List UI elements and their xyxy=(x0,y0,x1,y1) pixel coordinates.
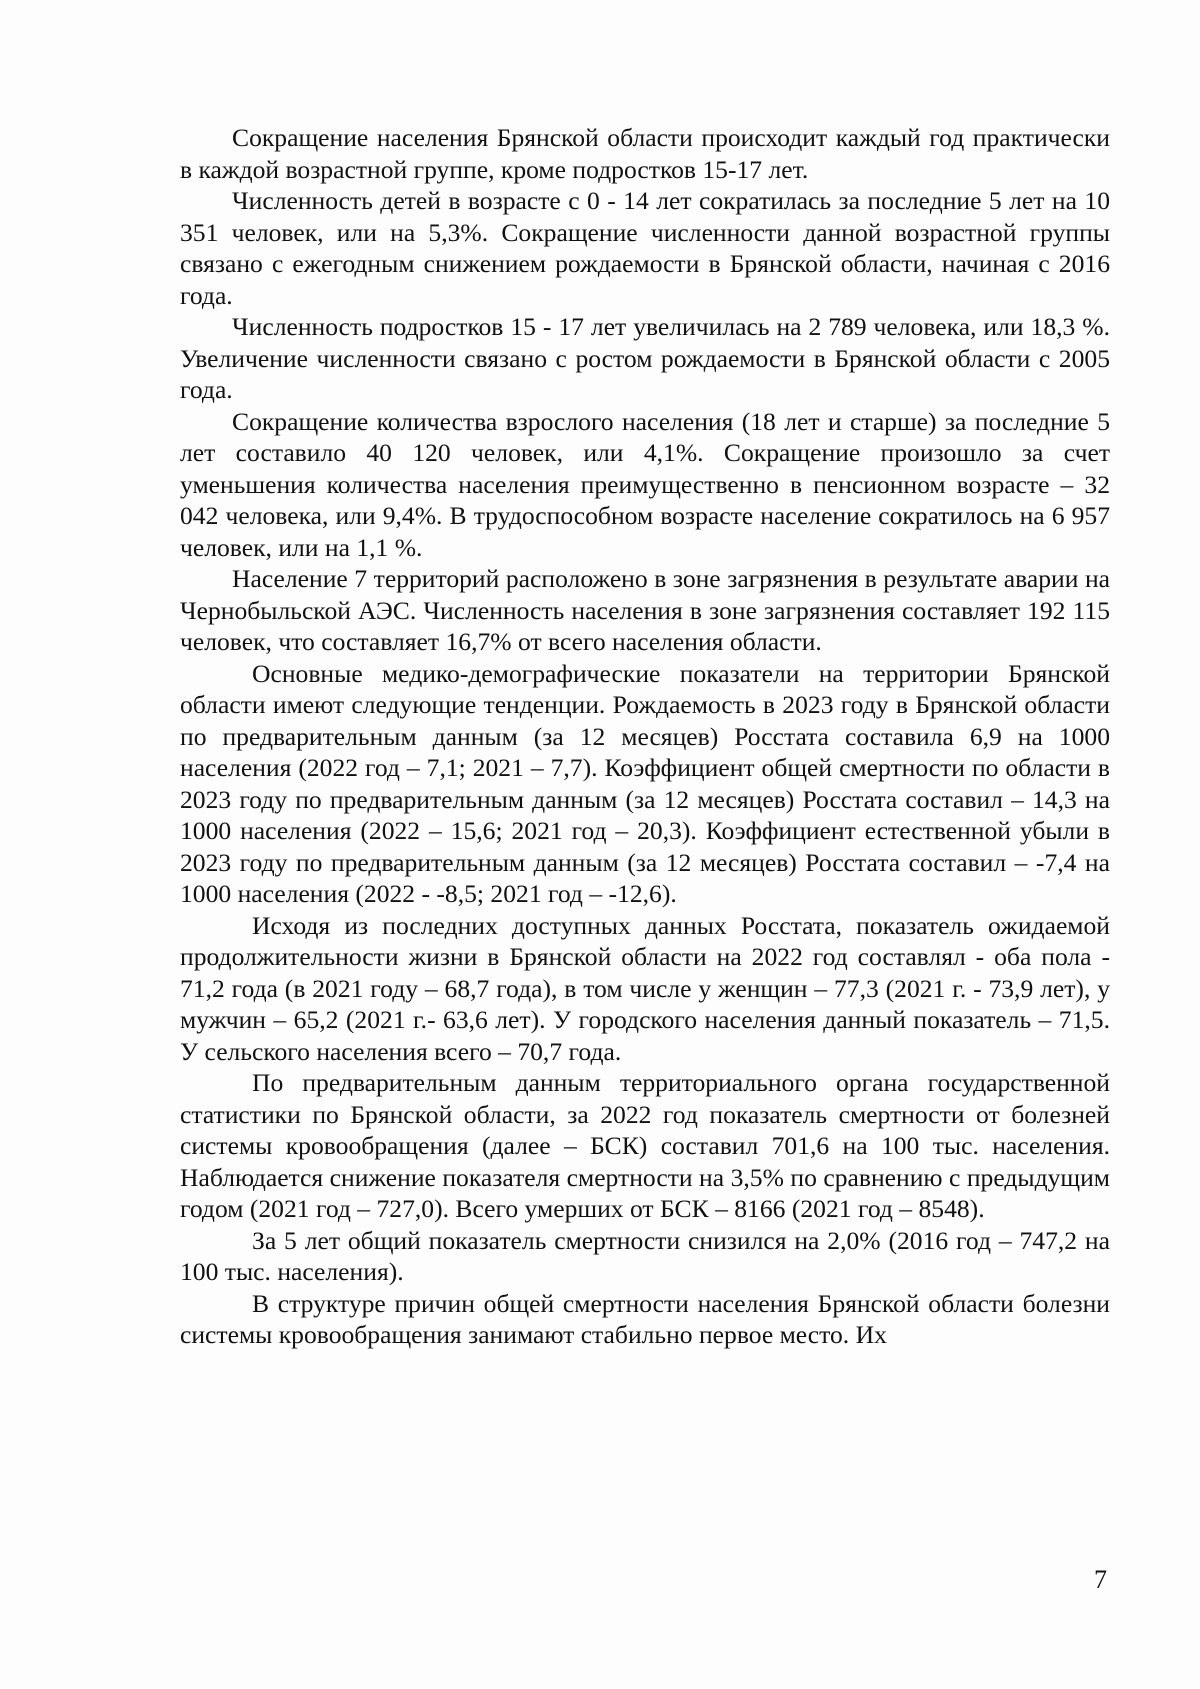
paragraph-mortality-structure: В структуре причин общей смертности населения Брянской области болезни системы кровообращения занимают стабильно первое место. Их xyxy=(180,1288,1110,1349)
paragraph-five-year-mortality: За 5 лет общий показатель смертности снизился на 2,0% (2016 год – 747,2 на 100 тыс. населения). xyxy=(180,1225,1110,1286)
paragraph-demographic-indicators: Основные медико-демографические показатели на территории Брянской области имеют следующие тенденции. Рождаемость в 2023 году в Брянской области по предварительным данным (за 12 месяцев) Росстата составила 6,9 на 1000 населения (2022 год – 7,1; 2021 – 7,7). Коэффициент общей смертности по области в 2023 году по предварительным данным (за 12 месяцев) Росстата составил – 14,3 на 1000 населения (2022 – 15,6; 2021 год – 20,3). Коэффициент естественной убыли в 2023 году по предварительным данным (за 12 месяцев) Росстата составил – -7,4 на 1000 населения (2022 - -8,5; 2021 год – -12,6). xyxy=(180,658,1110,908)
paragraph-teenagers-count: Численность подростков 15 - 17 лет увеличилась на 2 789 человека, или 18,3 %. Увеличение численности связано с ростом рождаемости в Брянской области с 2005 года. xyxy=(180,312,1110,404)
body-text xyxy=(180,122,1110,1351)
paragraph-population-decline: Сокращение населения Брянской области происходит каждый год практически в каждой возрастной группе, кроме подростков 15-17 лет. xyxy=(180,123,1110,184)
paragraph-children-count: Численность детей в возрасте с 0 - 14 лет сократилась за последние 5 лет на 10 351 человек, или на 5,3%. Сокращение численности данной возрастной группы связано с ежегодным снижением рождаемости в Брянской области, начиная с 2016 года. xyxy=(180,186,1110,310)
paragraph-circulatory-mortality: По предварительным данным территориального органа государственной статистики по Брянской области, за 2022 год показатель смертности от болезней системы кровообращения (далее – БСК) составил 701,6 на 100 тыс. населения. Наблюдается снижение показателя смертности на 3,5% по сравнению с предыдущим годом (2021 год – 727,0). Всего умерших от БСК – 8166 (2021 год – 8548). xyxy=(180,1068,1110,1223)
paragraph-adult-population: Сокращение количества взрослого населения (18 лет и старше) за последние 5 лет составило 40 120 человек, или 4,1%. Сокращение произошло за счет уменьшения количества населения преимущественно в пенсионном возрасте – 32 042 человека, или 9,4%. В трудоспособном возрасте население сократилось на 6 957 человек, или на 1,1 %. xyxy=(180,406,1110,562)
paragraph-chernobyl-zone: Население 7 территорий расположено в зоне загрязнения в результате аварии на Чернобыльской АЭС. Численность населения в зоне загрязнения составляет 192 115 человек, что составляет 16,7% от всего населения области. xyxy=(180,564,1110,656)
page-number: 7 xyxy=(1094,1565,1107,1594)
paragraph-life-expectancy: Исходя из последних доступных данных Росстата, показатель ожидаемой продолжительности жизни в Брянской области на 2022 год составлял - оба пола - 71,2 года (в 2021 году – 68,7 года), в том числе у женщин – 77,3 (2021 г. - 73,9 лет), у мужчин – 65,2 (2021 г.- 63,6 лет). У городского населения данный показатель – 71,5. У сельского населения всего – 70,7 года. xyxy=(180,910,1110,1066)
